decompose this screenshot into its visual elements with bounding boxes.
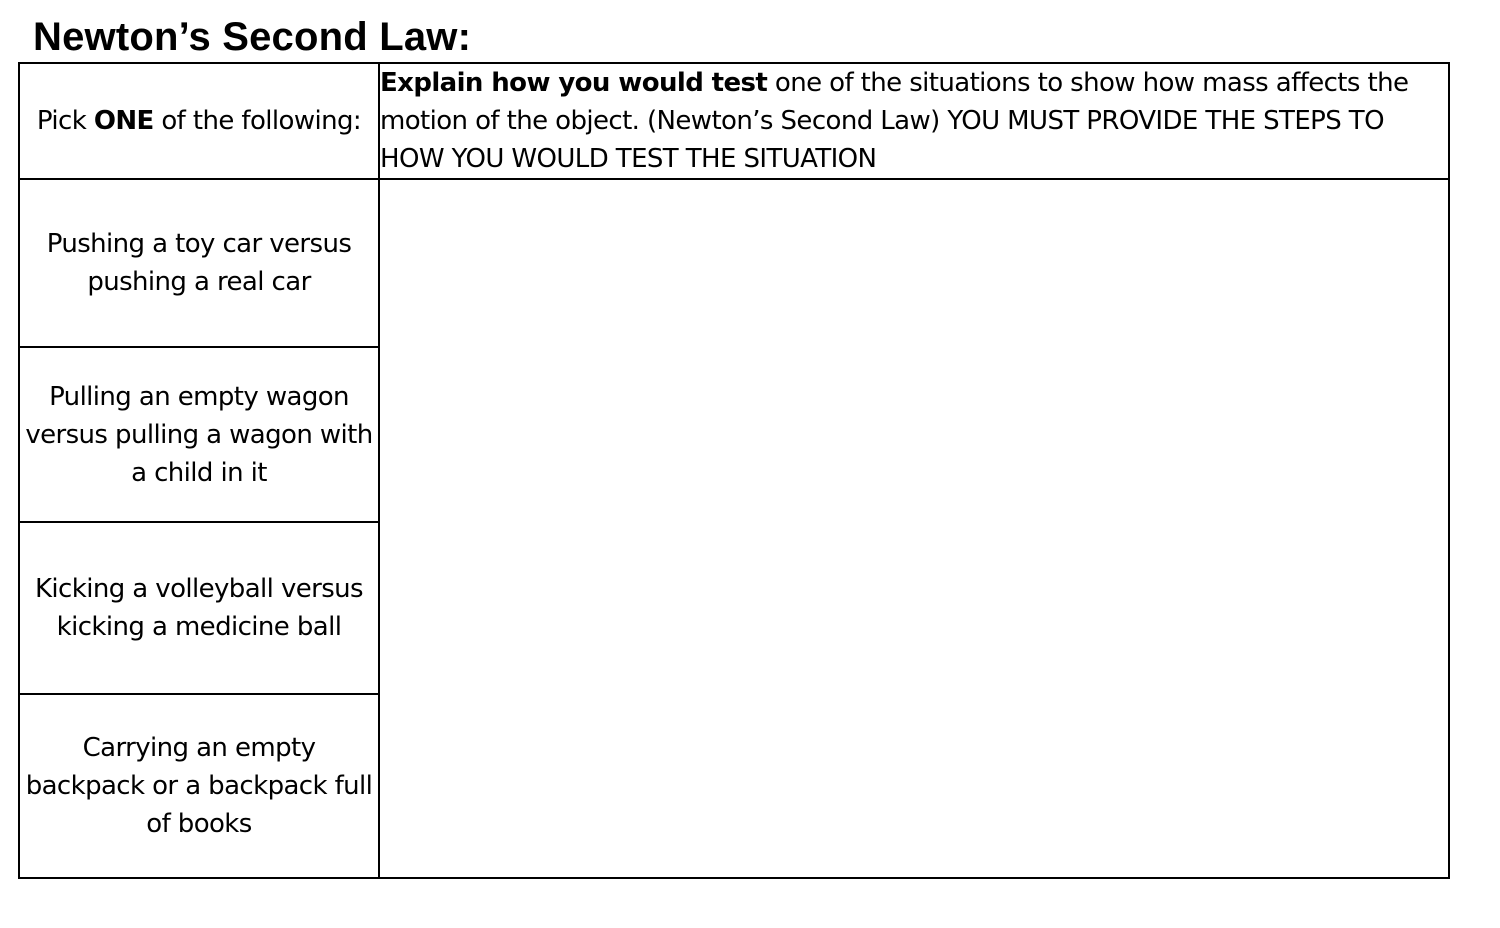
option-cell-2 <box>19 347 379 522</box>
pick-one-instruction <box>20 102 378 140</box>
pick-one-emphasis: ONE <box>93 106 154 136</box>
option-text: Pulling an empty wagon versus pulling a wagon with a child in it <box>25 381 373 488</box>
option-cell-1 <box>19 179 379 347</box>
worksheet-table <box>18 62 1450 879</box>
header-row <box>19 63 1449 179</box>
option-text: Pushing a toy car versus pushing a real car <box>46 229 352 297</box>
option-row <box>19 179 1449 347</box>
option-cell-4 <box>19 694 379 878</box>
option-text: Carrying an empty backpack or a backpack full of books <box>25 733 373 839</box>
response-area[interactable] <box>379 179 1449 878</box>
prompt-emphasis: Explain how you would test <box>380 68 768 98</box>
option-text: Kicking a volleyball versus kicking a medicine ball <box>34 574 363 642</box>
prompt-cell <box>379 63 1449 179</box>
prompt-text: one of the situations to show how mass affects the motion of the object. (Newton’s Second Law) YOU MUST PROVIDE THE STEPS TO HOW YOU WOULD TEST THE SITUATION <box>380 68 1409 174</box>
option-cell-3 <box>19 522 379 694</box>
pick-prefix: Pick <box>36 106 94 136</box>
page-title: Newton’s Second Law: <box>33 15 472 59</box>
pick-suffix: of the following: <box>153 106 362 136</box>
instruction-cell <box>19 63 379 179</box>
